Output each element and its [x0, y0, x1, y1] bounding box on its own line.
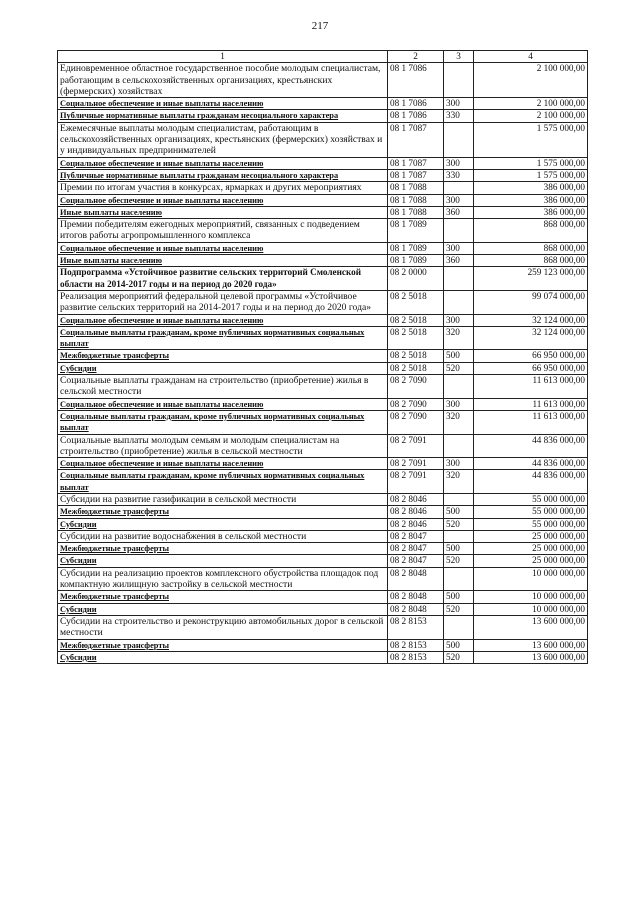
row-name-cell: Субсидии на реализацию проектов комплексного обустройства площадок под компактную жилищную застройку в сельской местности — [58, 567, 388, 591]
row-kvr-cell: 360 — [444, 206, 474, 218]
table-row — [58, 375, 588, 399]
row-code-cell: 08 2 5018 — [388, 350, 444, 362]
table-row — [58, 567, 588, 591]
column-header-kvr: 3 — [444, 51, 474, 63]
table-row — [58, 410, 588, 434]
table-row — [58, 530, 588, 542]
row-kvr-cell: 300 — [444, 398, 474, 410]
row-code-cell: 08 2 8153 — [388, 615, 444, 639]
table-row — [58, 555, 588, 567]
row-sum-cell: 1 575 000,00 — [474, 157, 588, 169]
row-name-cell: Социальное обеспечение и иные выплаты населению — [58, 194, 388, 206]
row-name-cell: Иные выплаты населению — [58, 255, 388, 267]
row-name-cell: Социальное обеспечение и иные выплаты населению — [58, 98, 388, 110]
row-kvr-cell — [444, 63, 474, 98]
row-kvr-cell: 330 — [444, 169, 474, 181]
column-header-name: 1 — [58, 51, 388, 63]
row-code-cell: 08 2 5018 — [388, 314, 444, 326]
row-sum-cell: 868 000,00 — [474, 219, 588, 243]
row-kvr-cell: 500 — [444, 591, 474, 603]
row-code-cell: 08 2 7091 — [388, 434, 444, 458]
row-kvr-cell: 300 — [444, 458, 474, 470]
row-code-cell: 08 2 8046 — [388, 493, 444, 505]
row-code-cell: 08 2 8047 — [388, 530, 444, 542]
row-kvr-cell: 320 — [444, 326, 474, 350]
table-row — [58, 157, 588, 169]
row-code-cell: 08 2 5018 — [388, 326, 444, 350]
row-kvr-cell: 320 — [444, 410, 474, 434]
row-kvr-cell: 330 — [444, 110, 474, 122]
table-row — [58, 255, 588, 267]
table-row — [58, 458, 588, 470]
row-code-cell: 08 1 7089 — [388, 219, 444, 243]
row-name-cell: Межбюджетные трансферты — [58, 591, 388, 603]
row-name-cell: Социальное обеспечение и иные выплаты населению — [58, 242, 388, 254]
table-row — [58, 470, 588, 494]
table-header-row — [58, 51, 588, 63]
row-code-cell: 08 1 7087 — [388, 169, 444, 181]
row-kvr-cell — [444, 267, 474, 291]
row-name-cell: Субсидии — [58, 518, 388, 530]
row-kvr-cell: 320 — [444, 470, 474, 494]
row-name-cell: Иные выплаты населению — [58, 206, 388, 218]
row-kvr-cell — [444, 567, 474, 591]
row-kvr-cell: 300 — [444, 242, 474, 254]
row-sum-cell: 25 000 000,00 — [474, 530, 588, 542]
table-row — [58, 398, 588, 410]
table-row — [58, 169, 588, 181]
row-code-cell: 08 2 7091 — [388, 470, 444, 494]
row-code-cell: 08 1 7088 — [388, 194, 444, 206]
row-sum-cell: 10 000 000,00 — [474, 567, 588, 591]
table-row — [58, 603, 588, 615]
row-name-cell: Субсидии — [58, 651, 388, 663]
row-name-cell: Социальное обеспечение и иные выплаты населению — [58, 398, 388, 410]
row-kvr-cell — [444, 182, 474, 194]
row-sum-cell: 10 000 000,00 — [474, 591, 588, 603]
row-code-cell: 08 2 8153 — [388, 639, 444, 651]
table-row — [58, 591, 588, 603]
table-row — [58, 493, 588, 505]
row-sum-cell: 55 000 000,00 — [474, 493, 588, 505]
row-kvr-cell: 500 — [444, 506, 474, 518]
table-row — [58, 350, 588, 362]
row-name-cell: Субсидии на строительство и реконструкцию автомобильных дорог в сельской местности — [58, 615, 388, 639]
row-code-cell: 08 2 8048 — [388, 591, 444, 603]
row-sum-cell: 55 000 000,00 — [474, 518, 588, 530]
row-sum-cell: 99 074 000,00 — [474, 290, 588, 314]
row-kvr-cell: 520 — [444, 555, 474, 567]
row-code-cell: 08 1 7089 — [388, 242, 444, 254]
table-row — [58, 506, 588, 518]
table-row — [58, 194, 588, 206]
row-code-cell: 08 1 7086 — [388, 63, 444, 98]
row-name-cell: Премии по итогам участия в конкурсах, ярмарках и других мероприятиях — [58, 182, 388, 194]
row-sum-cell: 259 123 000,00 — [474, 267, 588, 291]
budget-table — [57, 50, 588, 664]
table-row — [58, 434, 588, 458]
row-code-cell: 08 1 7086 — [388, 110, 444, 122]
row-name-cell: Единовременное областное государственное пособие молодым специалистам, работающим в сельскохозяйственных организациях, крестьянских (фермерских) хозяйствах — [58, 63, 388, 98]
row-sum-cell: 13 600 000,00 — [474, 639, 588, 651]
row-code-cell: 08 2 8046 — [388, 506, 444, 518]
row-name-cell: Премии победителям ежегодных мероприятий, связанных с подведением итогов работы агропромышленного комплекса — [58, 219, 388, 243]
row-code-cell: 08 1 7088 — [388, 206, 444, 218]
row-sum-cell: 55 000 000,00 — [474, 506, 588, 518]
row-code-cell: 08 1 7088 — [388, 182, 444, 194]
row-name-cell: Межбюджетные трансферты — [58, 350, 388, 362]
row-name-cell: Субсидии на развитие газификации в сельской местности — [58, 493, 388, 505]
table-row — [58, 326, 588, 350]
row-sum-cell: 11 613 000,00 — [474, 375, 588, 399]
table-row — [58, 110, 588, 122]
row-kvr-cell: 520 — [444, 362, 474, 374]
row-code-cell: 08 2 7091 — [388, 458, 444, 470]
row-code-cell: 08 2 8046 — [388, 518, 444, 530]
row-kvr-cell — [444, 375, 474, 399]
row-sum-cell: 13 600 000,00 — [474, 615, 588, 639]
row-kvr-cell — [444, 290, 474, 314]
row-code-cell: 08 2 8048 — [388, 603, 444, 615]
table-row — [58, 290, 588, 314]
row-kvr-cell: 300 — [444, 194, 474, 206]
row-name-cell: Социальное обеспечение и иные выплаты населению — [58, 157, 388, 169]
row-sum-cell: 13 600 000,00 — [474, 651, 588, 663]
row-kvr-cell: 300 — [444, 98, 474, 110]
table-row — [58, 543, 588, 555]
table-row — [58, 362, 588, 374]
row-sum-cell: 386 000,00 — [474, 206, 588, 218]
row-code-cell: 08 2 8047 — [388, 555, 444, 567]
row-kvr-cell: 500 — [444, 639, 474, 651]
row-code-cell: 08 2 5018 — [388, 290, 444, 314]
row-name-cell: Социальные выплаты гражданам, кроме публичных нормативных социальных выплат — [58, 410, 388, 434]
row-name-cell: Социальные выплаты гражданам, кроме публичных нормативных социальных выплат — [58, 470, 388, 494]
row-kvr-cell: 520 — [444, 651, 474, 663]
row-code-cell: 08 1 7087 — [388, 157, 444, 169]
table-row — [58, 63, 588, 98]
row-name-cell: Публичные нормативные выплаты гражданам несоциального характера — [58, 110, 388, 122]
row-sum-cell: 1 575 000,00 — [474, 169, 588, 181]
row-name-cell: Социальные выплаты гражданам на строительство (приобретение) жилья в сельской местности — [58, 375, 388, 399]
table-row — [58, 182, 588, 194]
row-name-cell: Субсидии — [58, 555, 388, 567]
table-row — [58, 267, 588, 291]
row-name-cell: Публичные нормативные выплаты гражданам несоциального характера — [58, 169, 388, 181]
row-code-cell: 08 2 8048 — [388, 567, 444, 591]
row-code-cell: 08 2 8153 — [388, 651, 444, 663]
row-code-cell: 08 1 7086 — [388, 98, 444, 110]
row-name-cell: Межбюджетные трансферты — [58, 639, 388, 651]
row-sum-cell: 25 000 000,00 — [474, 555, 588, 567]
row-sum-cell: 32 124 000,00 — [474, 326, 588, 350]
row-sum-cell: 1 575 000,00 — [474, 122, 588, 157]
row-name-cell: Субсидии — [58, 603, 388, 615]
row-sum-cell: 25 000 000,00 — [474, 543, 588, 555]
row-sum-cell: 66 950 000,00 — [474, 350, 588, 362]
column-header-sum: 4 — [474, 51, 588, 63]
row-kvr-cell — [444, 434, 474, 458]
table-row — [58, 242, 588, 254]
row-code-cell: 08 2 7090 — [388, 375, 444, 399]
row-kvr-cell — [444, 493, 474, 505]
table-row — [58, 98, 588, 110]
row-name-cell: Ежемесячные выплаты молодым специалистам, работающим в сельскохозяйственных организациях, крестьянских (фермерских) хозяйствах и у индивидуальных предпринимателей — [58, 122, 388, 157]
row-name-cell: Социальные выплаты молодым семьям и молодым специалистам на строительство (приобретение) жилья в сельской местности — [58, 434, 388, 458]
table-row — [58, 122, 588, 157]
row-kvr-cell: 300 — [444, 157, 474, 169]
table-row — [58, 314, 588, 326]
row-code-cell: 08 2 0000 — [388, 267, 444, 291]
table-row — [58, 615, 588, 639]
table-row — [58, 651, 588, 663]
row-sum-cell: 44 836 000,00 — [474, 470, 588, 494]
row-code-cell: 08 2 5018 — [388, 362, 444, 374]
row-kvr-cell: 520 — [444, 518, 474, 530]
row-code-cell: 08 2 8047 — [388, 543, 444, 555]
page-number: 217 — [311, 20, 329, 32]
column-header-code: 2 — [388, 51, 444, 63]
row-code-cell: 08 2 7090 — [388, 398, 444, 410]
row-kvr-cell: 500 — [444, 543, 474, 555]
row-sum-cell: 868 000,00 — [474, 242, 588, 254]
row-name-cell: Реализация мероприятий федеральной целевой программы «Устойчивое развитие сельских территорий на 2014-2017 годы и на период до 2020 года» — [58, 290, 388, 314]
table-row — [58, 206, 588, 218]
row-kvr-cell — [444, 530, 474, 542]
row-sum-cell: 10 000 000,00 — [474, 603, 588, 615]
row-kvr-cell: 500 — [444, 350, 474, 362]
row-kvr-cell: 520 — [444, 603, 474, 615]
row-name-cell: Межбюджетные трансферты — [58, 543, 388, 555]
row-sum-cell: 44 836 000,00 — [474, 458, 588, 470]
row-code-cell: 08 2 7090 — [388, 410, 444, 434]
row-name-cell: Межбюджетные трансферты — [58, 506, 388, 518]
table-row — [58, 219, 588, 243]
row-kvr-cell: 360 — [444, 255, 474, 267]
table-row — [58, 518, 588, 530]
budget-table-body — [58, 51, 588, 664]
row-kvr-cell — [444, 219, 474, 243]
row-sum-cell: 2 100 000,00 — [474, 110, 588, 122]
row-kvr-cell — [444, 615, 474, 639]
table-row — [58, 639, 588, 651]
row-sum-cell: 66 950 000,00 — [474, 362, 588, 374]
row-kvr-cell — [444, 122, 474, 157]
row-sum-cell: 2 100 000,00 — [474, 98, 588, 110]
row-name-cell: Субсидии на развитие водоснабжения в сельской местности — [58, 530, 388, 542]
row-name-cell: Подпрограмма «Устойчивое развитие сельских территорий Смоленской области на 2014-2017 годы и на период до 2020 года» — [58, 267, 388, 291]
row-name-cell: Социальное обеспечение и иные выплаты населению — [58, 458, 388, 470]
row-sum-cell: 2 100 000,00 — [474, 63, 588, 98]
row-code-cell: 08 1 7089 — [388, 255, 444, 267]
row-sum-cell: 386 000,00 — [474, 182, 588, 194]
row-sum-cell: 11 613 000,00 — [474, 398, 588, 410]
row-code-cell: 08 1 7087 — [388, 122, 444, 157]
row-sum-cell: 868 000,00 — [474, 255, 588, 267]
row-name-cell: Субсидии — [58, 362, 388, 374]
row-name-cell: Социальные выплаты гражданам, кроме публичных нормативных социальных выплат — [58, 326, 388, 350]
row-name-cell: Социальное обеспечение и иные выплаты населению — [58, 314, 388, 326]
row-sum-cell: 11 613 000,00 — [474, 410, 588, 434]
row-sum-cell: 44 836 000,00 — [474, 434, 588, 458]
row-sum-cell: 386 000,00 — [474, 194, 588, 206]
row-kvr-cell: 300 — [444, 314, 474, 326]
row-sum-cell: 32 124 000,00 — [474, 314, 588, 326]
